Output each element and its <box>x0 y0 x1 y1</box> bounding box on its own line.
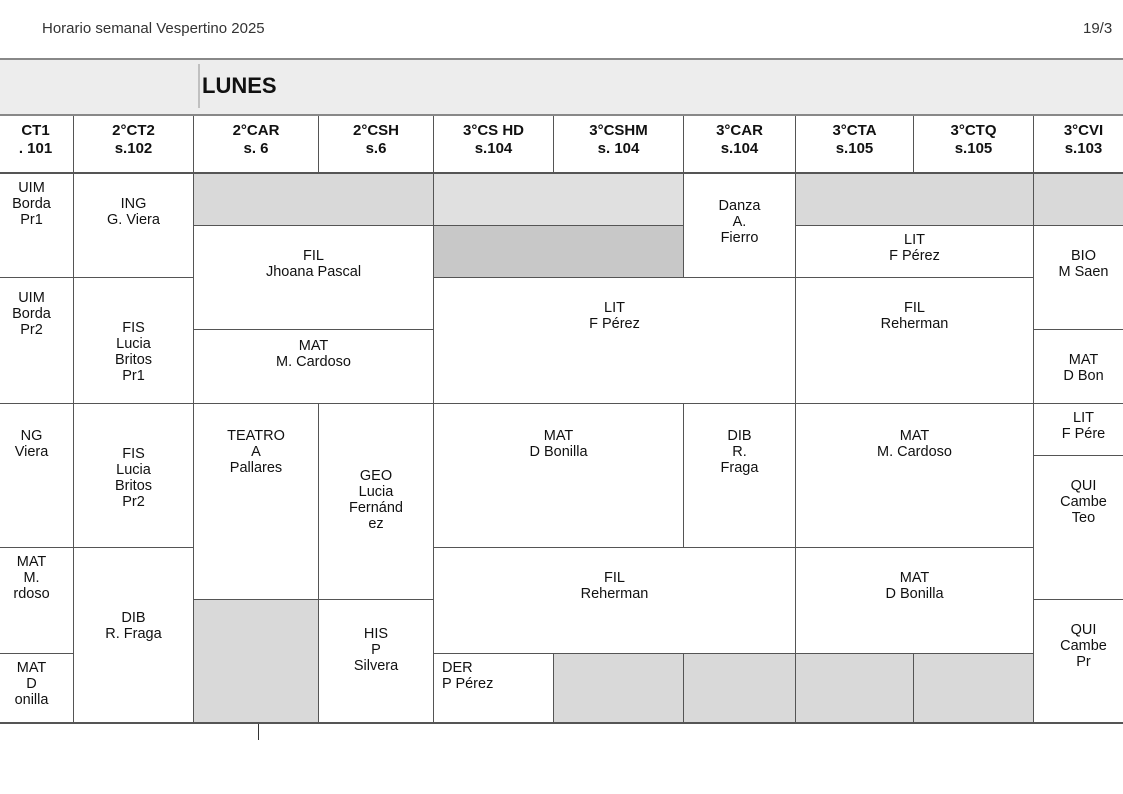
class-block: MAT M. rdoso <box>0 548 74 654</box>
class-block: DER P Pérez <box>434 654 554 724</box>
class-block: FIS Lucia Britos Pr2 <box>74 404 194 548</box>
column-header: 2°CSH s.6 <box>319 116 434 174</box>
class-block: Danza A. Fierro <box>684 174 796 278</box>
column-header: 3°CVI s.103 <box>1034 116 1123 174</box>
class-block: NG Viera <box>0 404 74 548</box>
class-block: MAT D Bonilla <box>434 404 684 548</box>
class-block: MAT D Bon <box>1034 330 1123 404</box>
class-block: LIT F Pére <box>1034 404 1123 456</box>
table-frame <box>0 116 1123 724</box>
column-header: 3°CTA s.105 <box>796 116 914 174</box>
class-block: QUI Cambe Teo <box>1034 456 1123 600</box>
class-block: MAT D Bonilla <box>796 548 1034 654</box>
column-header: 2°CAR s. 6 <box>194 116 319 174</box>
class-block: HIS P Silvera <box>319 600 434 724</box>
column-header: 3°CAR s.104 <box>684 116 796 174</box>
class-block: FIL Jhoana Pascal <box>194 226 434 330</box>
class-block: UIM Borda Pr1 <box>0 174 74 278</box>
class-block: FIS Lucia Britos Pr1 <box>74 278 194 404</box>
class-block: DIB R. Fraga <box>684 404 796 548</box>
column-header: 2°CT2 s.102 <box>74 116 194 174</box>
class-block: MAT M. Cardoso <box>194 330 434 404</box>
column-header: 3°CS HD s.104 <box>434 116 554 174</box>
print-date: 19/3 <box>1083 20 1113 37</box>
class-block: TEATRO A Pallares <box>194 404 319 600</box>
class-block: GEO Lucia Fernánd ez <box>319 404 434 600</box>
class-block: LIT F Pérez <box>796 226 1034 278</box>
class-block: LIT F Pérez <box>434 278 796 404</box>
text-cursor <box>258 724 259 740</box>
class-block: FIL Reherman <box>434 548 796 654</box>
column-header: 3°CSHM s. 104 <box>554 116 684 174</box>
class-block: MAT M. Cardoso <box>796 404 1034 548</box>
class-block: FIL Reherman <box>796 278 1034 404</box>
column-header: CT1 . 101 <box>0 116 74 174</box>
class-block: ING G. Viera <box>74 174 194 278</box>
column-header: 3°CTQ s.105 <box>914 116 1034 174</box>
document-title: Horario semanal Vespertino 2025 <box>42 20 265 37</box>
class-block: MAT D onilla <box>0 654 74 724</box>
class-block: QUI Cambe Pr <box>1034 600 1123 724</box>
class-block: DIB R. Fraga <box>74 548 194 724</box>
day-name: LUNES <box>198 64 277 108</box>
class-block: UIM Borda Pr2 <box>0 278 74 404</box>
class-block: BIO M Saen <box>1034 226 1123 330</box>
